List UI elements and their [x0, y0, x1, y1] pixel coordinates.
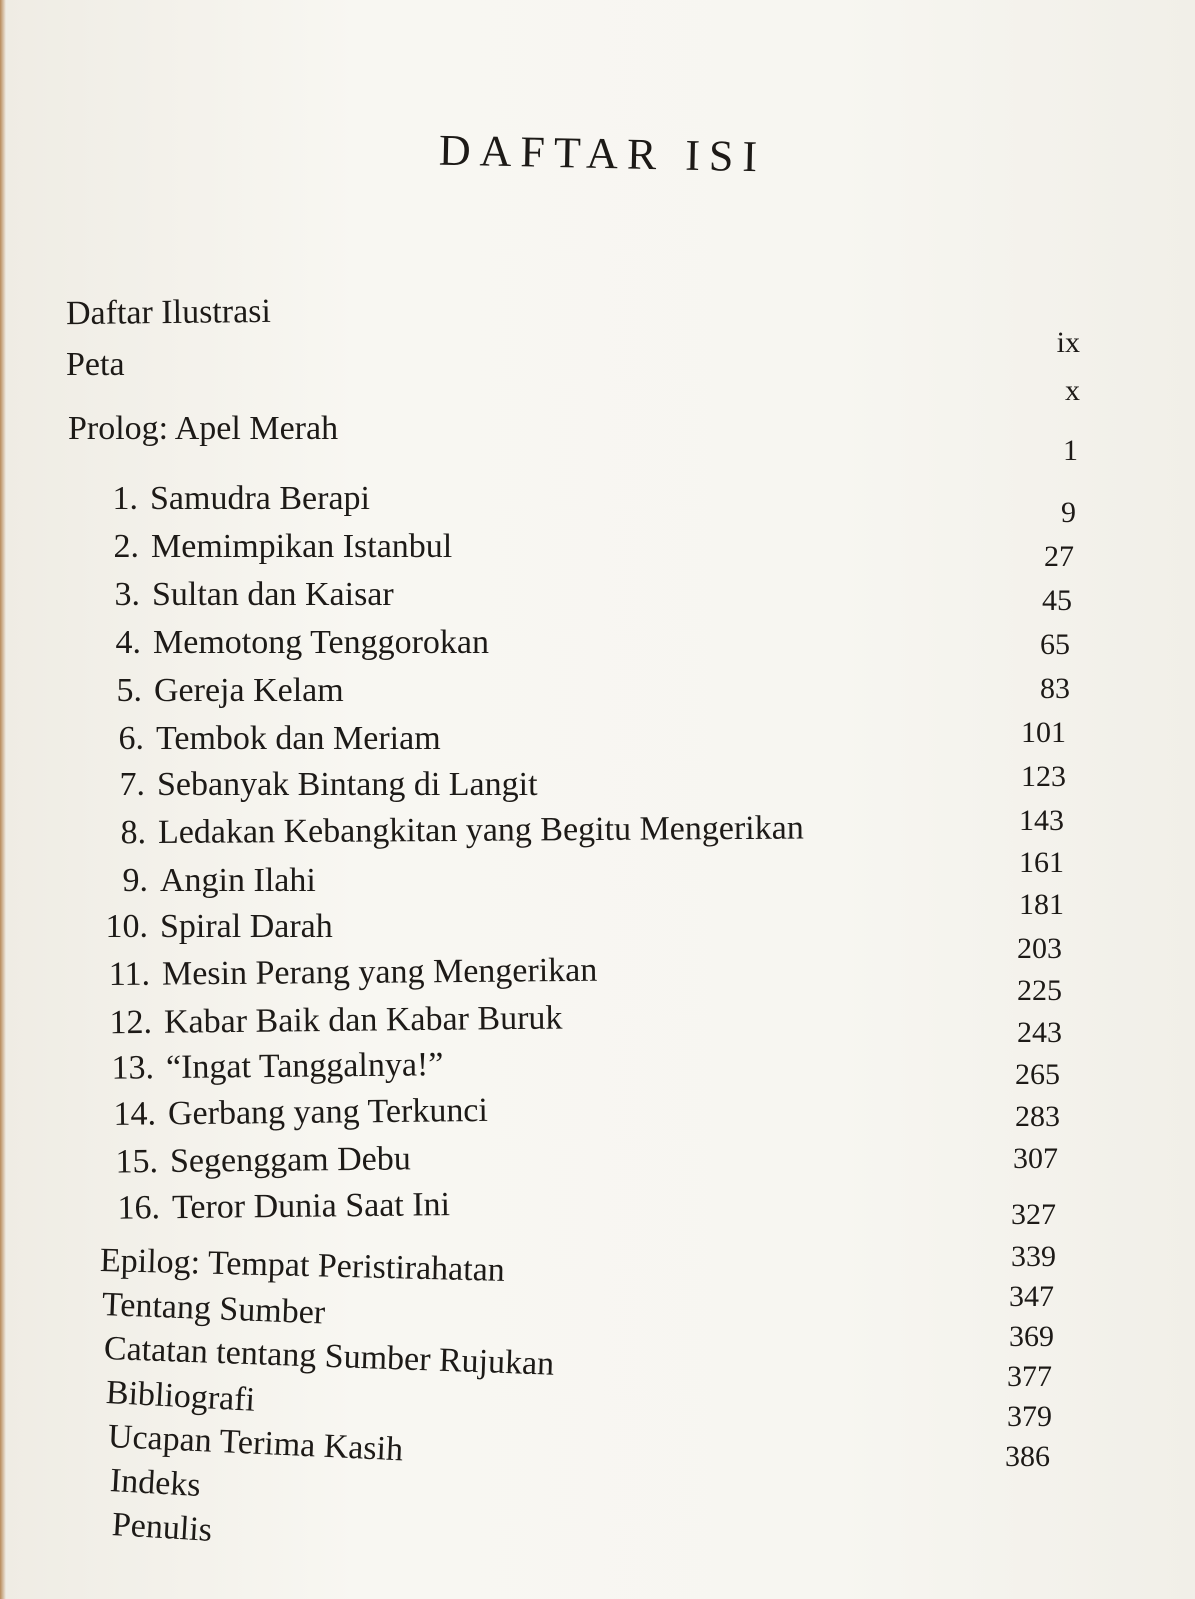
chapter-title: Mesin Perang yang Mengerikan: [161, 951, 598, 993]
page-number: 101: [1021, 716, 1066, 749]
chapter-number: 7.: [119, 766, 145, 803]
chapter-number: 13.: [111, 1049, 155, 1087]
toc-entry-label: Penulis: [110, 1506, 214, 1549]
toc-chapter-6: [94, 722, 441, 756]
chapter-number: 8.: [120, 814, 147, 852]
toc-chapter-7: [95, 768, 538, 802]
toc-entry-author: [111, 1508, 213, 1548]
toc-entry-label: Tentang Sumber: [101, 1286, 326, 1332]
page-number: 327: [1011, 1198, 1056, 1231]
page-number: 339: [1011, 1240, 1056, 1273]
page-number: 283: [1015, 1100, 1060, 1133]
page-number: 347: [1009, 1280, 1054, 1313]
chapter-title: Teror Dunia Saat Ini: [171, 1186, 451, 1227]
chapter-number: 16.: [117, 1189, 161, 1227]
chapter-title: Segenggam Debu: [169, 1140, 411, 1180]
toc-entry-prologue: [68, 412, 338, 446]
toc-entry-maps: [66, 348, 125, 382]
chapter-number: 2.: [113, 528, 139, 565]
chapter-number: 6.: [118, 720, 144, 757]
toc-entry-acknowledgements: [107, 1420, 404, 1467]
toc-entry-label: Bibliografi: [105, 1374, 256, 1419]
toc-chapter-16: [98, 1188, 450, 1226]
toc-chapter-4: [91, 626, 489, 660]
page-edge-shadow: [0, 0, 6, 1599]
page-number: ix: [1056, 326, 1080, 359]
toc-entry-label: Daftar Ilustrasi: [65, 292, 272, 333]
toc-chapter-9: [98, 864, 316, 898]
page-number: 65: [1040, 628, 1070, 661]
toc-entry-epilogue: [100, 1244, 506, 1288]
toc-chapter-10: [86, 910, 333, 944]
chapter-title: Spiral Darah: [160, 908, 333, 945]
chapter-title: Memotong Tenggorokan: [153, 624, 489, 661]
page-number: 143: [1019, 804, 1064, 837]
chapter-title: “Ingat Tanggalnya!”: [165, 1046, 444, 1087]
toc-entry-illustrations: [65, 292, 272, 333]
page-number: x: [1065, 374, 1080, 407]
chapter-title: Tembok dan Meriam: [156, 720, 441, 757]
toc-chapter-5: [92, 674, 344, 708]
toc-entry-notes-sources: [103, 1332, 554, 1382]
chapter-title: Samudra Berapi: [150, 480, 370, 517]
toc-entry-label: Indeks: [108, 1462, 202, 1505]
page-number: 265: [1015, 1058, 1060, 1091]
chapter-title: Kabar Baik dan Kabar Buruk: [163, 999, 563, 1041]
chapter-title: Sultan dan Kaisar: [152, 576, 394, 613]
toc-entry-label: Catatan tentang Sumber Rujukan: [103, 1330, 555, 1383]
chapter-number: 1.: [112, 480, 138, 517]
chapter-number: 3.: [114, 576, 140, 613]
toc-entry-index: [109, 1464, 201, 1503]
page-number: 379: [1007, 1400, 1052, 1433]
chapter-title: Angin Ilahi: [160, 862, 316, 899]
toc-chapter-13: [92, 1048, 444, 1086]
page-number: 9: [1061, 496, 1076, 529]
toc-chapter-2: [89, 530, 452, 564]
page-number: 377: [1007, 1360, 1052, 1393]
page-number: 45: [1042, 584, 1072, 617]
chapter-title: Gereja Kelam: [154, 672, 344, 709]
page-number: 1: [1063, 434, 1078, 467]
toc-chapter-11: [88, 951, 598, 994]
page-number: 123: [1021, 760, 1066, 793]
page-number: 27: [1044, 540, 1074, 573]
toc-entry-label: Epilog: Tempat Peristirahatan: [99, 1242, 506, 1289]
toc-entry-label: Peta: [66, 346, 125, 383]
toc-entry-label: Prolog: Apel Merah: [68, 410, 339, 447]
toc-entry-about-sources: [101, 1288, 325, 1331]
chapter-number: 14.: [113, 1095, 157, 1133]
chapter-title: Sebanyak Bintang di Langit: [157, 766, 538, 803]
toc-chapter-14: [94, 1091, 489, 1133]
chapter-number: 9.: [122, 862, 148, 899]
page-number: 307: [1013, 1142, 1058, 1175]
toc-chapter-15: [96, 1142, 411, 1179]
toc-chapter-3: [90, 578, 394, 612]
chapter-number: 10.: [105, 908, 148, 945]
page-number: 225: [1017, 974, 1062, 1007]
toc-entry-label: Ucapan Terima Kasih: [107, 1418, 404, 1469]
chapter-title: Gerbang yang Terkunci: [167, 1091, 489, 1133]
chapter-number: 11.: [108, 955, 151, 994]
chapter-number: 4.: [115, 624, 141, 661]
chapter-number: 15.: [115, 1143, 159, 1181]
chapter-title: Memimpikan Istanbul: [151, 528, 453, 565]
page-number: 386: [1005, 1440, 1050, 1473]
page-number: 203: [1017, 932, 1062, 965]
chapter-number: 5.: [116, 672, 142, 709]
page-number: 369: [1009, 1320, 1054, 1353]
page-number: 83: [1040, 672, 1070, 705]
chapter-title: Ledakan Kebangkitan yang Begitu Mengerikan: [157, 809, 804, 852]
page-number: 161: [1019, 846, 1064, 879]
page-title: DAFTAR ISI: [438, 125, 767, 182]
toc-chapter-1: [88, 482, 370, 516]
page-number: 243: [1017, 1016, 1062, 1049]
toc-chapter-12: [90, 999, 563, 1042]
page-number: 181: [1019, 888, 1064, 921]
toc-chapter-8: [96, 809, 804, 852]
toc-entry-bibliography: [105, 1376, 256, 1418]
chapter-number: 12.: [109, 1003, 153, 1042]
